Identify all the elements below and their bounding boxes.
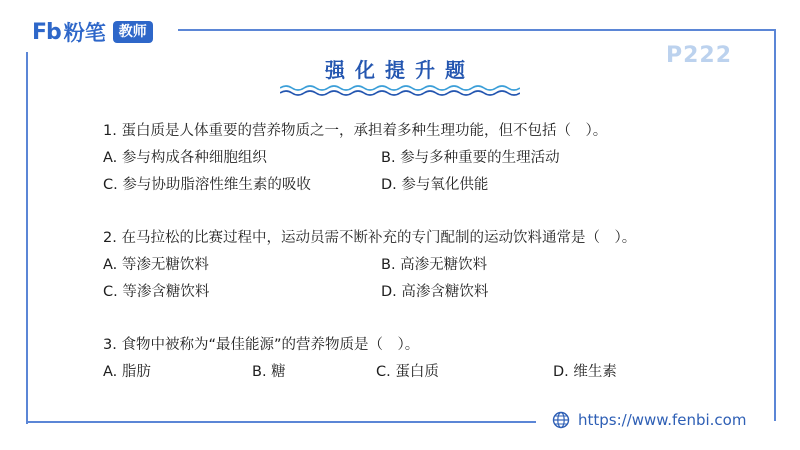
question-3-option-d: D. 维生素 [553,364,617,380]
question-2-option-c: C. 等渗含糖饮料 [103,284,210,300]
question-1-option-c: C. 参与协助脂溶性维生素的吸收 [103,177,311,193]
frame-bottom-line [26,421,536,423]
logo-name: 粉笔 [63,21,106,45]
globe-icon [552,411,570,429]
frame-left-line [26,52,28,424]
question-2-option-d: D. 高渗含糖饮料 [381,284,489,300]
question-3-option-a: A. 脂肪 [103,364,151,380]
logo-tag: 教师 [113,21,153,43]
question-2-option-a: A. 等渗无糖饮料 [103,257,209,273]
question-1-option-d: D. 参与氧化供能 [381,177,489,193]
question-1-option-b: B. 参与多种重要的生理活动 [381,150,560,166]
frame-right-line [774,29,776,421]
page-code: P222 [666,43,733,68]
footer-url[interactable] [552,411,746,429]
question-3-stem: 3. 食物中被称为“最佳能源”的营养物质是（ ）。 [103,337,420,353]
logo-mark: Fb [32,19,61,45]
fenbi-logo [32,18,153,46]
footer-url-text[interactable]: https://www.fenbi.com [578,411,747,429]
question-3-option-c: C. 蛋白质 [376,364,439,380]
question-3-option-b: B. 糖 [252,364,286,380]
frame-top-line [178,29,776,31]
question-2-option-b: B. 高渗无糖饮料 [381,257,488,273]
question-2-stem: 2. 在马拉松的比赛过程中，运动员需不断补充的专门配制的运动饮料通常是（ ）。 [103,230,637,246]
question-1-option-a: A. 参与构成各种细胞组织 [103,150,267,166]
page-title: 强化提升题 [325,58,475,82]
question-1-stem: 1. 蛋白质是人体重要的营养物质之一，承担着多种生理功能，但不包括（ ）。 [103,123,608,139]
title-wave-decoration [280,84,520,96]
